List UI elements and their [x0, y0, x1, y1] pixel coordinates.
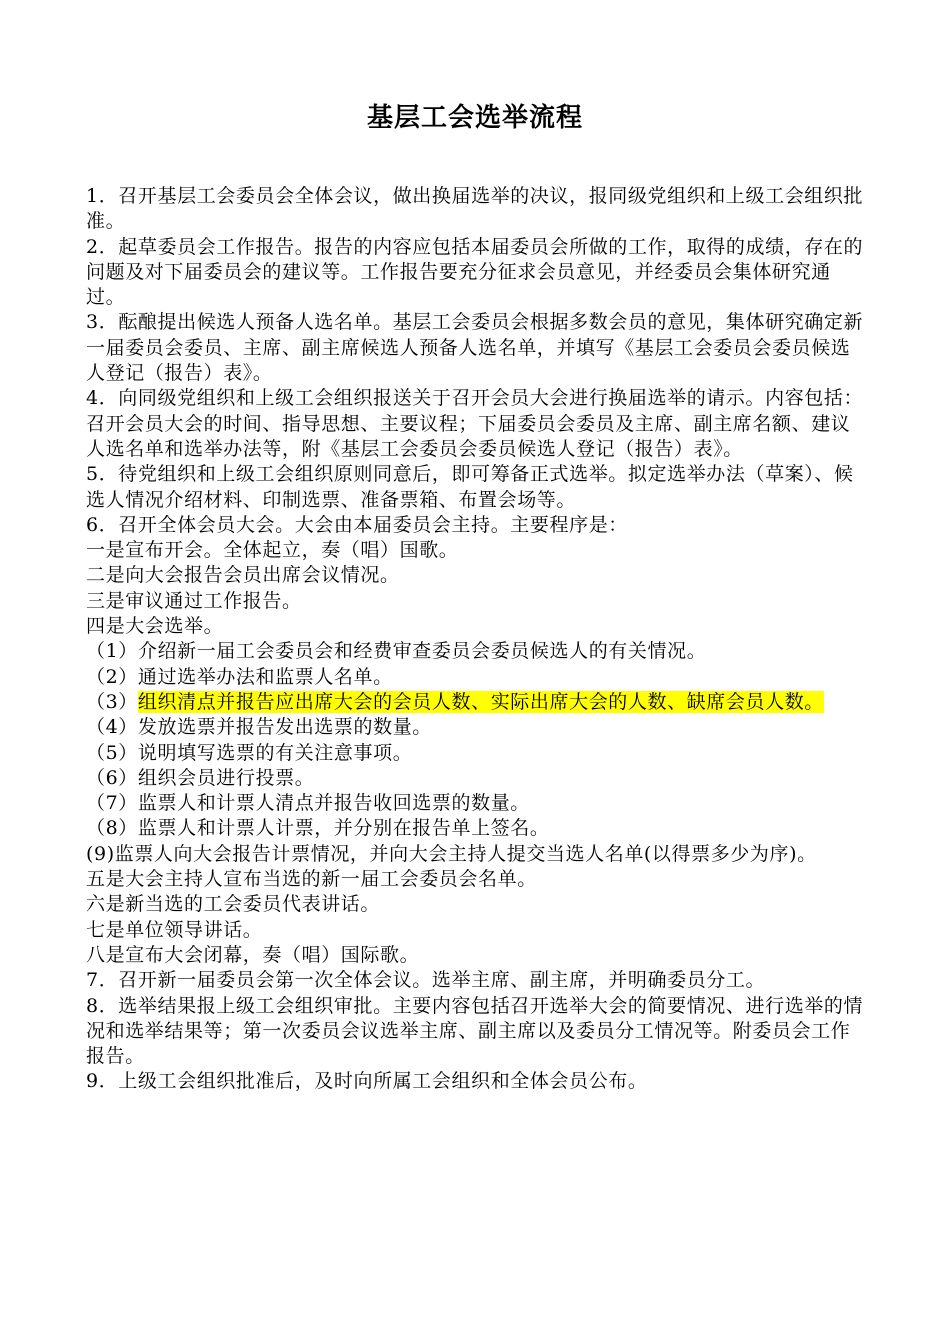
election-substep-1: （1）介绍新一届工会委员会和经费审查委员会委员候选人的有关情况。 [86, 640, 707, 663]
election-substep-4: （4）发放选票并报告发出选票的数量。 [86, 716, 432, 739]
election-substep-5: （5）说明填写选票的有关注意事项。 [86, 741, 413, 764]
paragraph-7: 7．召开新一届委员会第一次全体会议。选举主席、副主席，并明确委员分工。 [86, 969, 766, 992]
paragraph-3: 3．酝酿提出候选人预备人选名单。基层工会委员会根据多数会员的意见，集体研究确定新一届委员会委员、主席、副主席候选人预备人选名单，并填写《基层工会委员会委员候选人登记（报告）表》。 [86, 311, 864, 385]
procedure-step-8: 八是宣布大会闭幕，奏（唱）国际歌。 [86, 943, 420, 966]
procedure-step-6: 六是新当选的工会委员代表讲话。 [86, 893, 381, 916]
procedure-step-4: 四是大会选举。 [86, 615, 224, 638]
election-substep-3-prefix: （3） [86, 690, 138, 713]
election-substep-6: （6）组织会员进行投票。 [86, 766, 315, 789]
procedure-step-3: 三是审议通过工作报告。 [86, 589, 302, 612]
election-substep-9: (9)监票人向大会报告计票情况，并向大会主持人提交当选人名单(以得票多少为序)。 [86, 842, 817, 865]
procedure-step-2: 二是向大会报告会员出席会议情况。 [86, 564, 400, 587]
procedure-step-7: 七是单位领导讲话。 [86, 918, 263, 941]
election-substep-2: （2）通过选举办法和监票人名单。 [86, 665, 393, 688]
paragraph-8: 8．选举结果报上级工会组织审批。主要内容包括召开选举大会的简要情况、进行选举的情况和选举结果等；第一次委员会议选举主席、副主席以及委员分工情况等。附委员会工作报告。 [86, 994, 864, 1068]
procedure-step-1: 一是宣布开会。全体起立，奏（唱）国歌。 [86, 539, 459, 562]
election-substep-7: （7）监票人和计票人清点并报告收回选票的数量。 [86, 792, 530, 815]
paragraph-6: 6．召开全体会员大会。大会由本届委员会主持。主要程序是： [86, 513, 628, 536]
election-substep-8: （8）监票人和计票人计票，并分别在报告单上签名。 [86, 817, 550, 840]
document-body [86, 184, 864, 1095]
highlighted-text: 组织清点并报告应出席大会的会员人数、实际出席大会的人数、缺席会员人数。 [137, 690, 824, 713]
paragraph-9: 9．上级工会组织批准后，及时向所属工会组织和全体会员公布。 [86, 1070, 648, 1093]
paragraph-4: 4．向同级党组织和上级工会组织报送关于召开会员大会进行换届选举的请示。内容包括：召开会员大会的时间、指导思想、主要议程；下届委员会委员及主席、副主席名额、建议人选名单和选举办法等，附《基层工会委员会委员候选人登记（报告）表》。 [86, 387, 864, 460]
paragraph-2: 2．起草委员会工作报告。报告的内容应包括本届委员会所做的工作，取得的成绩，存在的问题及对下届委员会的建议等。工作报告要充分征求会员意见，并经委员会集体研究通过。 [86, 235, 864, 309]
document-title: 基层工会选举流程 [366, 103, 583, 133]
election-substep-3 [86, 690, 864, 715]
procedure-step-5: 五是大会主持人宣布当选的新一届工会委员会名单。 [86, 868, 537, 891]
paragraph-1: 1．召开基层工会委员会全体会议，做出换届选举的决议，报同级党组织和上级工会组织批准。 [86, 185, 864, 233]
paragraph-5: 5．待党组织和上级工会组织原则同意后，即可筹备正式选举。拟定选举办法（草案）、候选人情况介绍材料、印制选票、准备票箱、布置会场等。 [86, 463, 854, 511]
